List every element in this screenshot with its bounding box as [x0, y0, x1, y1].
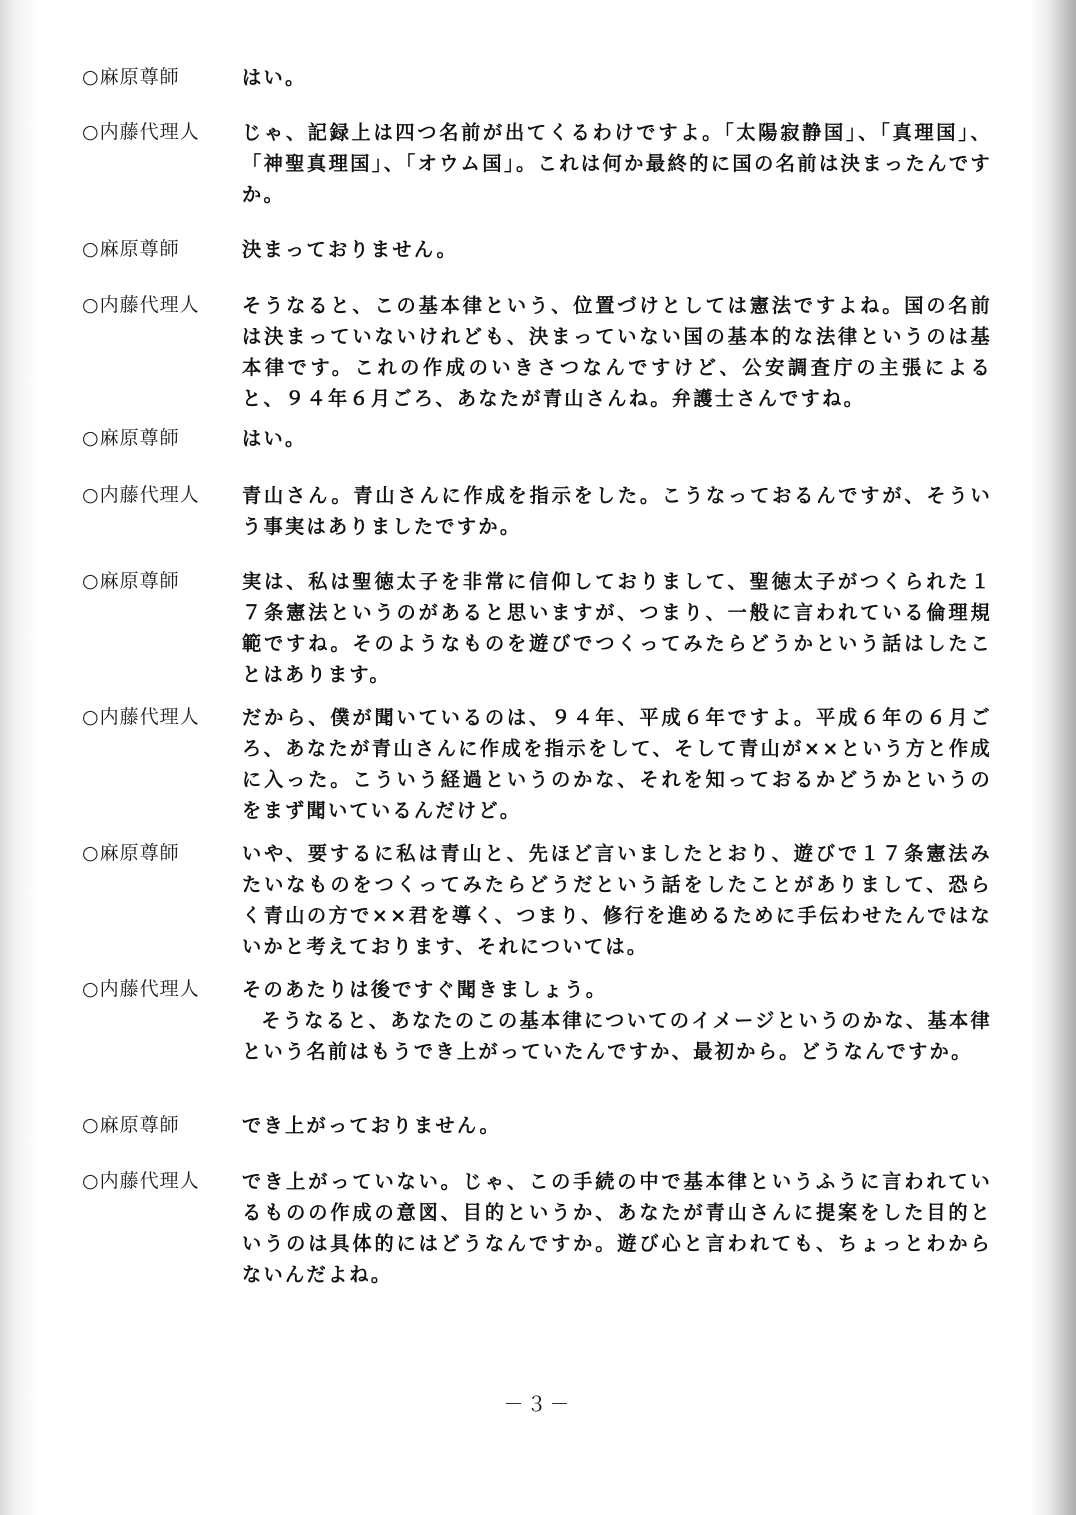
transcript-entry [82, 702, 992, 826]
transcript-entry [82, 480, 992, 542]
speaker-label: ○内藤代理人 [82, 484, 200, 506]
speech-text [242, 62, 992, 93]
speech-paragraph: 実は、私は聖徳太子を非常に信仰しておりまして、聖徳太子がつくられた１７条憲法というのがあると思いますが、つまり、一般に言われている倫理規範ですね。そのようなものを遊びでつくってみたらどうかという話はしたことはあります。 [242, 570, 992, 686]
scan-binding-shadow [1030, 0, 1076, 1515]
speech-text [242, 480, 992, 542]
speaker-label: ○内藤代理人 [82, 978, 200, 1000]
transcript-entry [82, 117, 992, 210]
speech-text [242, 290, 992, 414]
speech-paragraph: じゃ、記録上は四つ名前が出てくるわけですよ。「太陽寂静国」、「真理国」、「神聖真理国」、「オウム国」。これは何か最終的に国の名前は決まったんですか。 [242, 121, 992, 206]
transcript-entry [82, 62, 992, 93]
transcript-entry [82, 566, 992, 690]
speech-paragraph: そのあたりは後ですぐ聞きましょう。 [242, 978, 608, 1001]
speech-text [242, 423, 992, 454]
speech-paragraph: はい。 [242, 427, 307, 450]
speech-text [242, 566, 992, 690]
page-number: －３－ [503, 1392, 573, 1416]
speech-paragraph: はい。 [242, 66, 307, 89]
speaker-label: ○内藤代理人 [82, 121, 200, 143]
speech-text [242, 1110, 992, 1141]
speaker-label: ○麻原尊師 [82, 66, 180, 88]
transcript-entry [82, 838, 992, 962]
speech-text [242, 1166, 992, 1290]
transcript-entry [82, 423, 992, 454]
speech-paragraph: そうなると、この基本律という、位置づけとしては憲法ですよね。国の名前は決まっていないけれども、決まっていない国の基本的な法律というのは基本律です。これの作成のいきさつなんですけど、公安調査庁の主張によると、９４年６月ごろ、あなたが青山さんね。弁護士さんですね。 [242, 294, 992, 410]
speech-paragraph: でき上がっておりません。 [242, 1114, 502, 1137]
speaker-label: ○麻原尊師 [82, 1114, 180, 1136]
speech-paragraph: 青山さん。青山さんに作成を指示をした。こうなっておるんですが、そういう事実はありましたですか。 [242, 484, 992, 538]
transcript-entry [82, 1166, 992, 1290]
speech-paragraph: そうなると、あなたのこの基本律についてのイメージというのかな、基本律という名前はもうでき上がっていたんですか、最初から。どうなんですか。 [242, 1009, 992, 1063]
speech-text [242, 838, 992, 962]
transcript-entry [82, 974, 992, 1067]
transcript-entry [82, 290, 992, 414]
speaker-label: ○麻原尊師 [82, 238, 180, 260]
speech-text [242, 702, 992, 826]
speaker-label: ○麻原尊師 [82, 570, 180, 592]
speech-paragraph: でき上がっていない。じゃ、この手続の中で基本律というふうに言われているものの作成の意図、目的というか、あなたが青山さんに提案をした目的というのは具体的にはどうなんですか。遊び心と言われても、ちょっとわからないんだよね。 [242, 1170, 992, 1286]
transcript-entry [82, 234, 992, 265]
speaker-label: ○麻原尊師 [82, 842, 180, 864]
transcript-entry [82, 1110, 992, 1141]
speaker-label: ○内藤代理人 [82, 706, 200, 728]
speech-paragraph: 決まっておりません。 [242, 238, 459, 261]
speaker-label: ○内藤代理人 [82, 1170, 200, 1192]
speech-text [242, 117, 992, 210]
scan-left-edge-shadow [0, 0, 38, 1515]
speaker-label: ○内藤代理人 [82, 294, 200, 316]
speech-paragraph: いや、要するに私は青山と、先ほど言いましたとおり、遊びで１７条憲法みたいなものをつくってみたらどうだという話をしたことがありまして、恐らく青山の方で××君を導く、つまり、修行を進めるために手伝わせたんではないかと考えております、それについては。 [242, 842, 992, 958]
speaker-label: ○麻原尊師 [82, 427, 180, 449]
speech-paragraph: だから、僕が聞いているのは、９４年、平成６年ですよ。平成６年の６月ごろ、あなたが青山さんに作成を指示をして、そして青山が××という方と作成に入った。こういう経過というのかな、それを知っておるかどうかというのをまず聞いているんだけど。 [242, 706, 992, 822]
speech-text [242, 974, 992, 1067]
speech-text [242, 234, 992, 265]
